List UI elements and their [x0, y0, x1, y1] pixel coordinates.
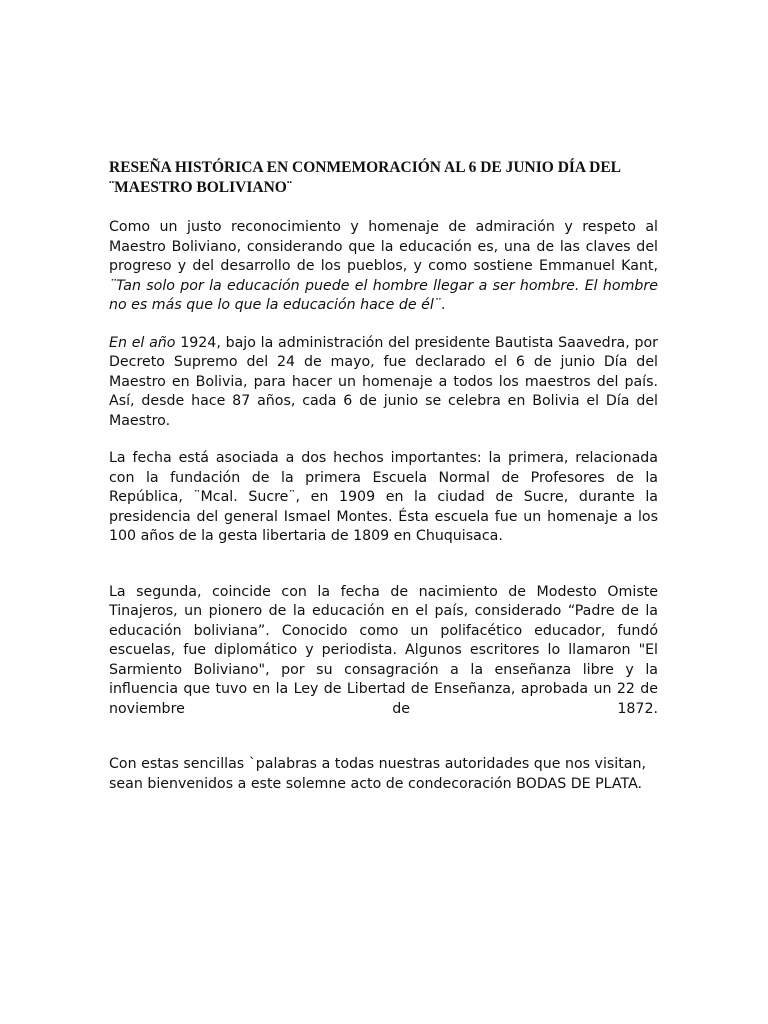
- paragraph-kant-end: .: [440, 297, 446, 313]
- paragraph-1924: [109, 334, 658, 432]
- paragraph-first-fact: La fecha está asociada a dos hechos importantes: la primera, relacionada con la fundación de la primera Escuela Normal de Profesores de la República, ¨Mcal. Sucre¨, en 1909 en la ciudad de Sucre, durante la presidencia del general Ismael Montes. Ésta escuela fue un homenaje a los 100 años de la gesta libertaria de 1809 en Chuquisaca.: [109, 450, 658, 544]
- document-title: RESEÑA HISTÓRICA EN CONMEMORACIÓN AL 6 DE JUNIO DÍA DEL ¨MAESTRO BOLIVIANO¨: [109, 159, 621, 196]
- document-page: [109, 158, 658, 794]
- paragraph-closing: Con estas sencillas `palabras a todas nuestras autoridades que nos visitan, sean bienvenidos a este solemne acto de condecoración BODAS DE PLATA.: [109, 756, 646, 792]
- paragraph-1924-text: 1924, bajo la administración del presidente Bautista Saavedra, por Decreto Supremo del 24 de mayo, fue declarado el 6 de junio Día del Maestro en Bolivia, para hacer un homenaje a todos los maestros del país. Así, desde hace 87 años, cada 6 de junio se celebra en Bolivia el Día del Maestro.: [109, 334, 658, 429]
- paragraph-second-fact: La segunda, coincide con la fecha de nacimiento de Modesto Omiste Tinajeros, un pionero de la educación en el país, considerado “Padre de la educación boliviana”. Conocido como un polifacético educador, fundó escuelas, fue diplomático y periodista. Algunos escritores lo llamaron "El Sarmiento Boliviano", por su consagración a la enseñanza libre y la influencia que tuvo en la Ley de Libertad de Enseñanza, aprobada un 22 de noviembre de 1872.: [109, 583, 658, 717]
- paragraph-kant-text: Como un justo reconocimiento y homenaje de admiración y respeto al Maestro Boliviano, considerando que la educación es, una de las claves del progreso y del desarrollo de los pueblos, y como sostiene Emmanuel Kant,: [109, 219, 658, 274]
- paragraph-1924-lead: En el año: [109, 334, 176, 351]
- paragraph-kant: [109, 218, 658, 316]
- kant-quote: ¨Tan solo por la educación puede el hombre llegar a ser hombre. El hombre no es más que lo que la educación hace de él¨: [109, 277, 658, 313]
